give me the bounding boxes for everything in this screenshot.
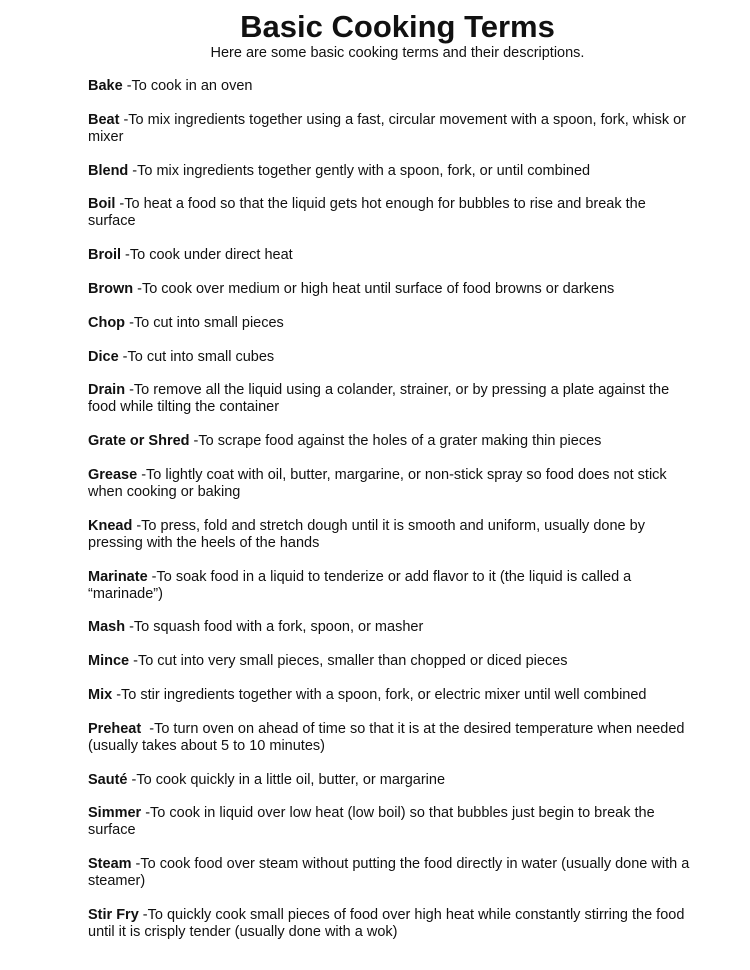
term-entry: [88, 772, 728, 789]
term-description: surface: [88, 213, 136, 230]
term-description: -To quickly cook small pieces of food over high heat while constantly stirring the food: [138, 906, 685, 923]
term-entry: [88, 653, 728, 670]
term-description: (usually takes about 5 to 10 minutes): [88, 737, 325, 754]
term-name: Drain: [88, 382, 126, 399]
term-description: when cooking or baking: [88, 483, 241, 500]
term-description: -To mix ingredients together gently with a spoon, fork, or until combined: [128, 162, 591, 179]
term-description: -To press, fold and stretch dough until it is smooth and uniform, usually done by: [132, 517, 645, 534]
term-entry: [88, 907, 728, 941]
term-description: food while tilting the container: [88, 399, 280, 416]
term-description: steamer): [88, 873, 146, 890]
term-name: Marinate: [88, 568, 148, 585]
page-title: Basic Cooking Terms: [240, 9, 555, 44]
terms-list: [88, 78, 728, 958]
term-name: Beat: [88, 111, 120, 128]
term-entry: [88, 619, 728, 636]
term-name: Grate or Shred: [88, 433, 190, 450]
term-entry: [88, 281, 728, 298]
term-description: surface: [88, 822, 136, 839]
term-description: -To mix ingredients together using a fast, circular movement with a spoon, fork, whisk or: [119, 111, 686, 128]
term-description: until it is crisply tender (usually done with a wok): [88, 923, 398, 940]
term-entry: [88, 856, 728, 890]
term-description: mixer: [88, 128, 124, 145]
term-name: Mix: [88, 686, 113, 703]
page-subtitle: Here are some basic cooking terms and their descriptions.: [210, 45, 585, 61]
term-name: Mash: [88, 619, 126, 636]
term-description: -To cook in liquid over low heat (low boil) so that bubbles just begin to break the: [141, 805, 655, 822]
term-description: -To cook under direct heat: [121, 247, 293, 264]
term-entry: [88, 78, 728, 95]
term-entry: [88, 467, 728, 501]
term-entry: [88, 382, 728, 416]
term-entry: [88, 196, 728, 230]
term-entry: [88, 433, 728, 450]
term-name: Brown: [88, 280, 134, 297]
term-entry: [88, 315, 728, 332]
term-entry: [88, 247, 728, 264]
term-description: -To cook in an oven: [122, 78, 253, 94]
term-entry: [88, 805, 728, 839]
term-description: -To cut into small cubes: [118, 348, 275, 365]
term-name: Knead: [88, 517, 133, 534]
term-entry: [88, 112, 728, 146]
term-entry: [88, 687, 728, 704]
term-name: Grease: [88, 466, 138, 483]
term-description: -To remove all the liquid using a colander, strainer, or by pressing a plate against the: [125, 382, 670, 399]
term-description: -To soak food in a liquid to tenderize or add flavor to it (the liquid is called a: [147, 568, 632, 585]
term-description: -To cut into small pieces: [125, 314, 284, 331]
term-description: -To cook quickly in a little oil, butter, or margarine: [127, 771, 446, 788]
term-description: -To heat a food so that the liquid gets hot enough for bubbles to rise and break the: [115, 196, 646, 213]
term-name: Steam: [88, 856, 132, 873]
term-description: -To cook food over steam without putting the food directly in water (usually done with a: [131, 856, 690, 873]
term-entry: [88, 721, 728, 755]
term-description: -To cut into very small pieces, smaller than chopped or diced pieces: [129, 653, 568, 670]
term-name: Boil: [88, 196, 116, 213]
term-entry: [88, 163, 728, 180]
term-name: Simmer: [88, 805, 142, 822]
term-name: Mince: [88, 653, 130, 670]
term-entry: [88, 569, 728, 603]
term-entry: [88, 349, 728, 366]
term-name: Stir Fry: [88, 906, 139, 923]
term-description: -To scrape food against the holes of a grater making thin pieces: [189, 433, 602, 450]
term-description: -To cook over medium or high heat until surface of food browns or darkens: [133, 280, 615, 297]
term-description: -To lightly coat with oil, butter, margarine, or non-stick spray so food does not stick: [137, 466, 667, 483]
term-name: Blend: [88, 162, 129, 179]
term-name: Dice: [88, 348, 119, 365]
term-entry: [88, 518, 728, 552]
term-name: Preheat: [88, 720, 142, 737]
term-description: -To squash food with a fork, spoon, or masher: [125, 619, 424, 636]
term-name: Broil: [88, 247, 122, 264]
term-name: Chop: [88, 314, 126, 331]
term-description: -To turn oven on ahead of time so that it is at the desired temperature when needed: [141, 720, 685, 737]
term-description: pressing with the heels of the hands: [88, 534, 320, 551]
term-description: “marinade”): [88, 585, 163, 602]
term-description: -To stir ingredients together with a spoon, fork, or electric mixer until well combined: [112, 686, 647, 703]
term-name: Sauté: [88, 771, 128, 788]
term-name: Bake: [88, 78, 123, 94]
